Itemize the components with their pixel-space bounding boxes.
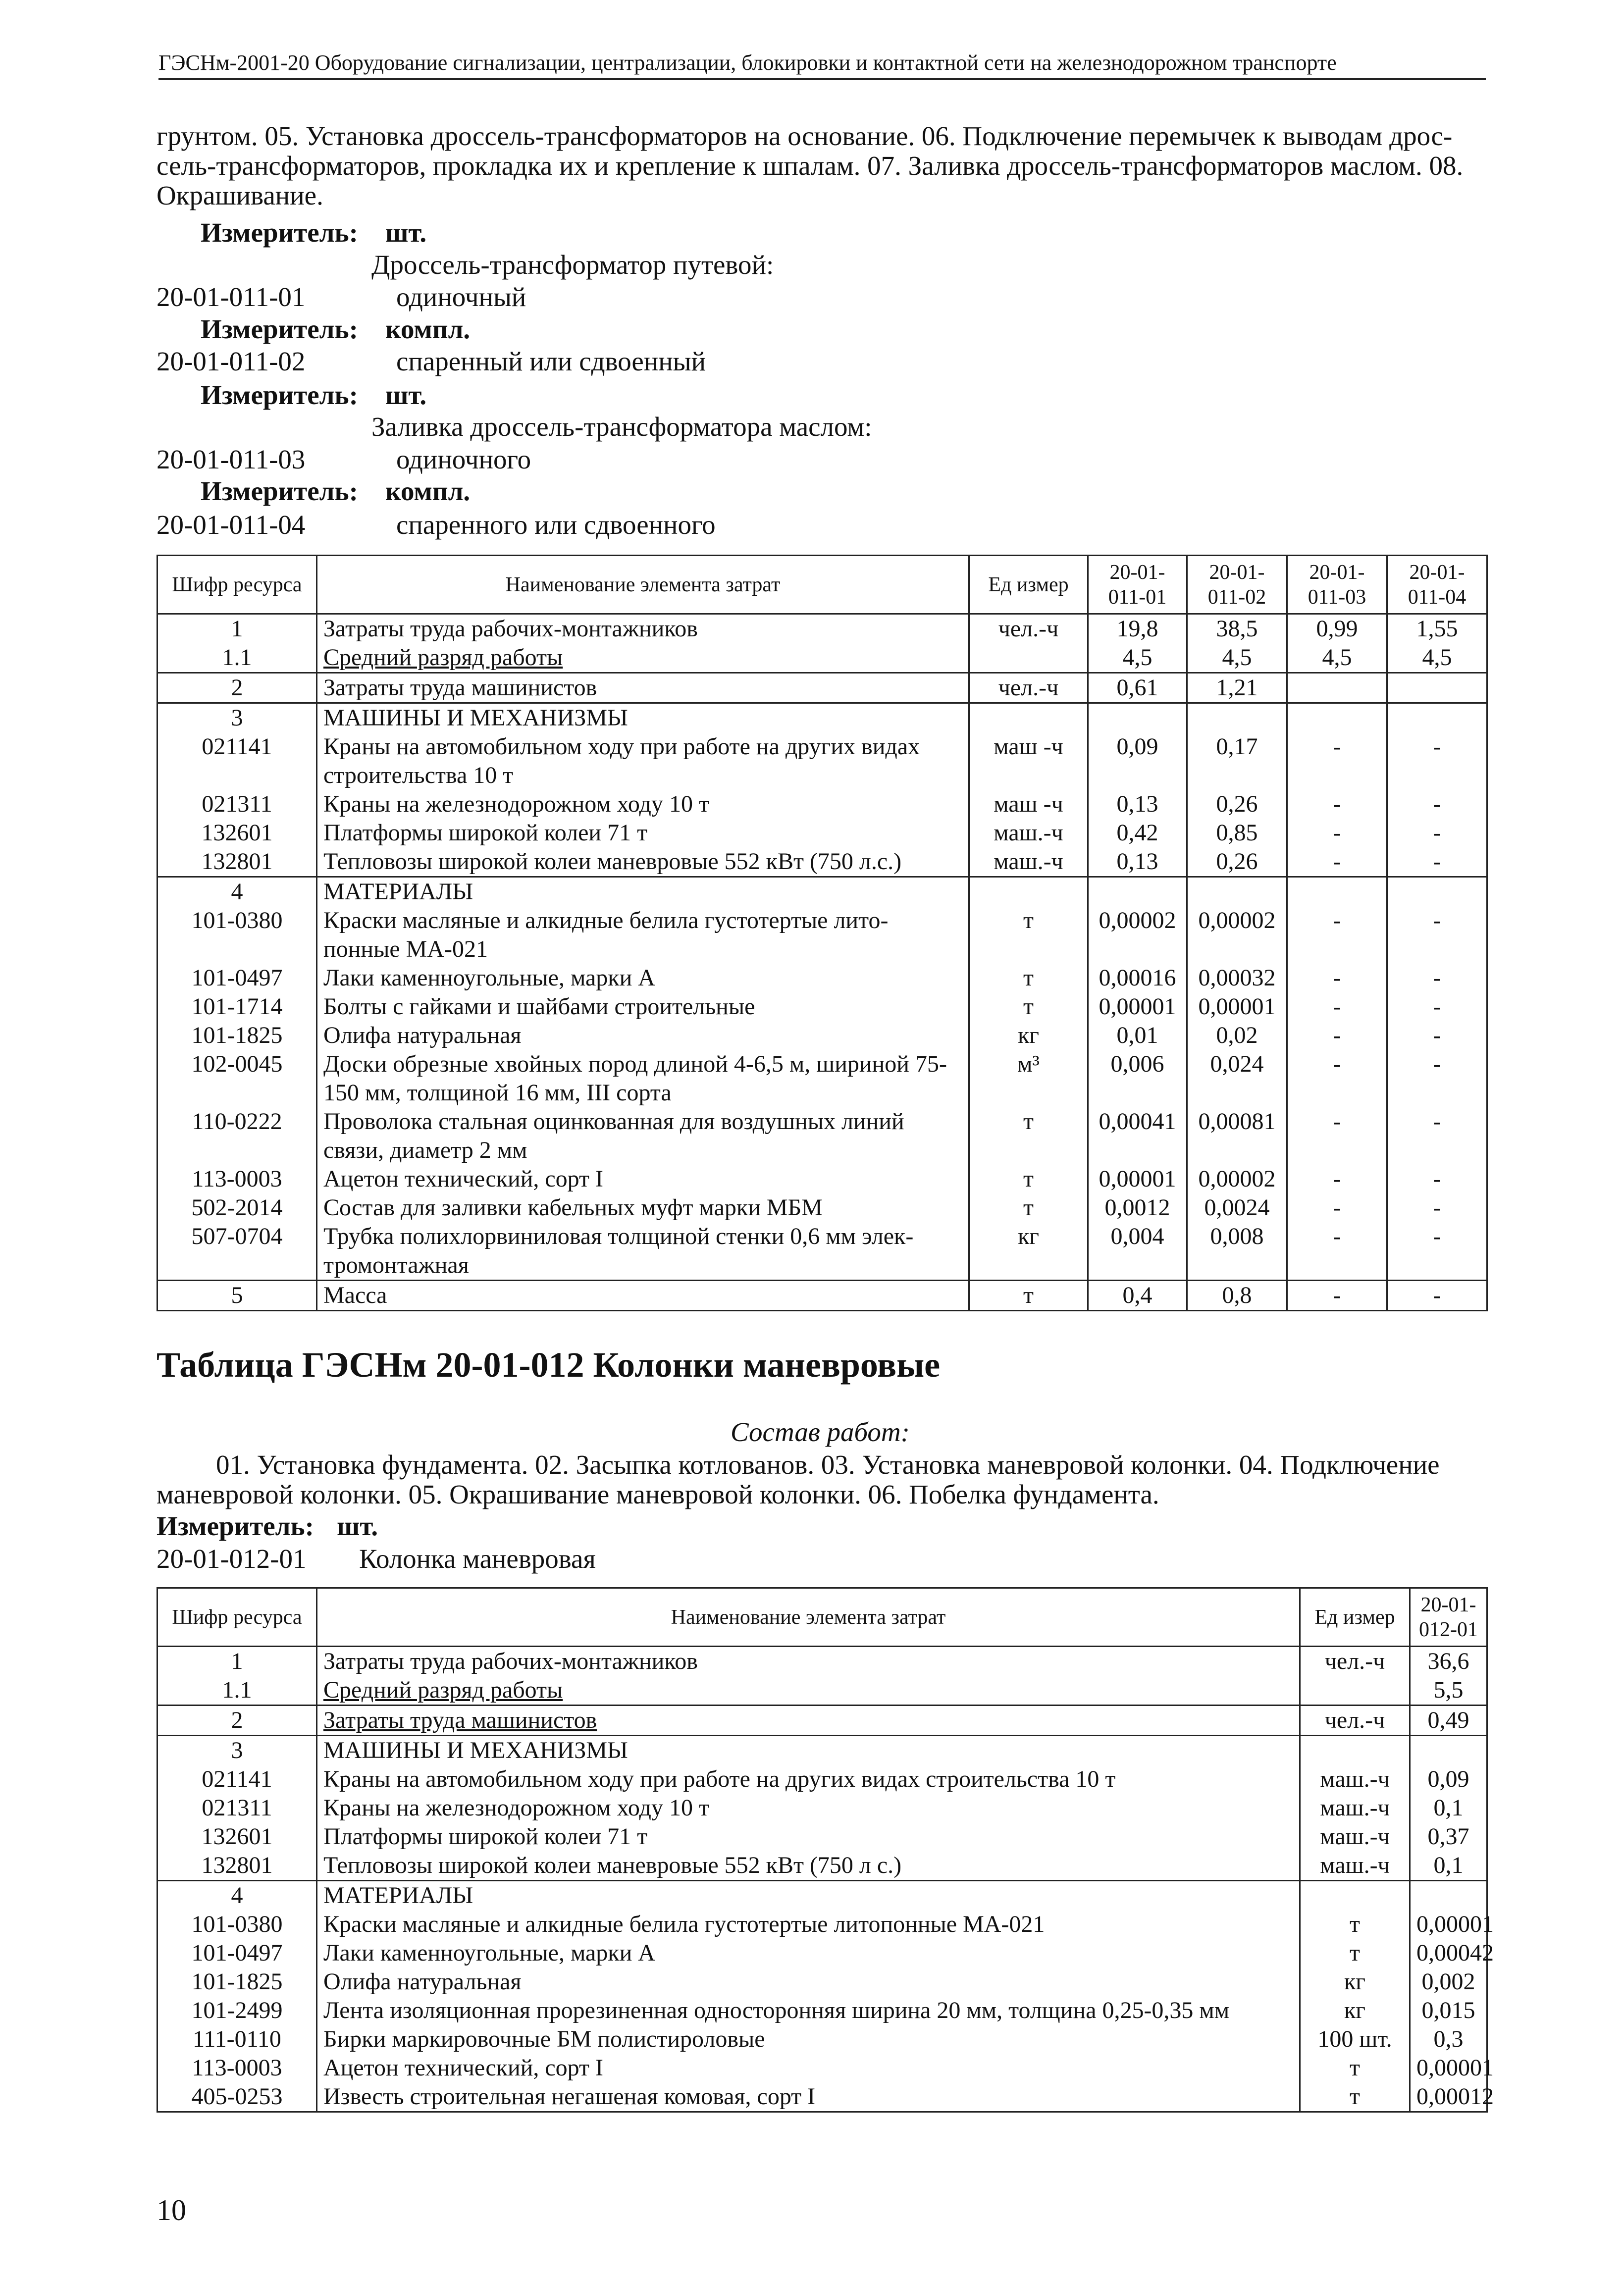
unit <box>969 643 1088 673</box>
norm-value: 0,00016 <box>1088 964 1187 992</box>
norm-value: 0,1 <box>1410 1851 1487 1881</box>
norm-value: - <box>1387 1222 1487 1281</box>
norm-name: Колонка маневровая <box>359 1544 596 1574</box>
meter-label: Измеритель: <box>201 476 358 506</box>
table-row <box>157 2082 1487 2112</box>
norm-value: - <box>1287 732 1387 790</box>
unit: маш.-ч <box>969 847 1088 877</box>
column-header: Шифр ресурса <box>157 556 317 614</box>
norm-name: одиночный <box>396 282 526 312</box>
norm-value: 0,024 <box>1187 1050 1287 1107</box>
cost-element-name: Затраты труда машинистов <box>317 1706 1300 1736</box>
meter-value: шт. <box>385 217 427 248</box>
unit: маш.-ч <box>1300 1822 1410 1851</box>
table-row <box>157 1193 1487 1222</box>
resource-code: 132601 <box>157 1822 317 1851</box>
norm-name: спаренный или сдвоенный <box>396 346 706 376</box>
resource-code: 021141 <box>157 732 317 790</box>
norm-value <box>1410 1881 1487 1911</box>
unit: т <box>1300 1939 1410 1967</box>
table-row <box>157 1822 1487 1851</box>
group-title: Заливка дроссель-трансформатора маслом: <box>371 412 872 442</box>
norm-value: 0,61 <box>1088 673 1187 703</box>
resource-code: 101-0380 <box>157 906 317 964</box>
unit: маш.-ч <box>969 819 1088 847</box>
norm-value: - <box>1287 1222 1387 1281</box>
norm-value: 0,13 <box>1088 790 1187 819</box>
cost-element-name: Олифа натуральная <box>317 1021 969 1050</box>
cost-element-name: Краны на железнодорожном ходу 10 т <box>317 790 969 819</box>
cost-element-name: Средний разряд работы <box>317 643 969 673</box>
norm-value: - <box>1387 819 1487 847</box>
norm-value: - <box>1287 790 1387 819</box>
norm-value: 1,55 <box>1387 614 1487 644</box>
unit: т <box>969 964 1088 992</box>
table-row <box>157 1676 1487 1706</box>
meter-value: компл. <box>385 476 471 506</box>
cost-element-name: Олифа натуральная <box>317 1967 1300 1996</box>
resource-code: 405-0253 <box>157 2082 317 2112</box>
norm-value: 0,015 <box>1410 1996 1487 2025</box>
norm-value: 38,5 <box>1187 614 1287 644</box>
norm-value: 0,00002 <box>1187 906 1287 964</box>
norm-value: 1,21 <box>1187 673 1287 703</box>
table-row <box>157 1851 1487 1881</box>
norm-value: 0,008 <box>1187 1222 1287 1281</box>
norm-value: 0,00001 <box>1410 2054 1487 2082</box>
norm-value: 0,13 <box>1088 847 1187 877</box>
norm-value: - <box>1287 1165 1387 1193</box>
cost-element-name: Лента изоляционная прорезиненная односторонняя ширина 20 мм, толщина 0,25-0,35 мм <box>317 1996 1300 2025</box>
unit: маш -ч <box>969 790 1088 819</box>
table-row <box>157 1910 1487 1939</box>
norm-value: 0,006 <box>1088 1050 1187 1107</box>
cost-element-name: МАТЕРИАЛЫ <box>317 1881 1300 1911</box>
resource-code: 021311 <box>157 1794 317 1822</box>
table-row <box>157 790 1487 819</box>
cost-element-name: Краны на автомобильном ходу при работе на других видах строительства 10 т <box>317 732 969 790</box>
unit <box>969 703 1088 733</box>
norm-code: 20-01-011-03 <box>157 444 306 474</box>
cost-element-name: Тепловозы широкой колеи маневровые 552 кВт (750 л с.) <box>317 1851 1300 1881</box>
norm-value: - <box>1387 1193 1487 1222</box>
resource-code: 021141 <box>157 1765 317 1794</box>
table-row <box>157 1736 1487 1765</box>
norm-value: - <box>1287 1107 1387 1165</box>
norm-value: - <box>1387 790 1487 819</box>
norm-value: 0,99 <box>1287 614 1387 644</box>
table-row <box>157 673 1487 703</box>
unit: т <box>1300 2082 1410 2112</box>
resource-code: 132801 <box>157 1851 317 1881</box>
composition-label: Состав работ: <box>731 1417 910 1447</box>
cost-element-name: Краски масляные и алкидные белила густотертые лито-понные МА-021 <box>317 906 969 964</box>
unit: чел.-ч <box>1300 1706 1410 1736</box>
norm-value: 0,4 <box>1088 1281 1187 1311</box>
norm-value <box>1187 703 1287 733</box>
norm-value: 0,002 <box>1410 1967 1487 1996</box>
norm-name: спаренного или сдвоенного <box>396 510 716 540</box>
running-header: ГЭСНм-2001-20 Оборудование сигнализации, централизации, блокировки и контактной сети на железнодорожном транспорте <box>158 51 1486 80</box>
resource-code: 132801 <box>157 847 317 877</box>
meter-label: Измеритель: <box>201 217 358 248</box>
norm-value: 0,26 <box>1187 790 1287 819</box>
meter-value: шт. <box>385 380 427 410</box>
resource-code: 2 <box>157 673 317 703</box>
norm-value <box>1287 877 1387 907</box>
resource-code: 101-1714 <box>157 992 317 1021</box>
table-row <box>157 877 1487 907</box>
norm-value: 0,00012 <box>1410 2082 1487 2112</box>
intro-line-1: грунтом. 05. Установка дроссель-трансформаторов на основание. 06. Подключение перемычек к выводам дрос- <box>157 121 1453 151</box>
table-row <box>157 819 1487 847</box>
cost-element-name: МАТЕРИАЛЫ <box>317 877 969 907</box>
norm-value: 36,6 <box>1410 1647 1487 1676</box>
norm-value: 0,00002 <box>1088 906 1187 964</box>
cost-element-name: Затраты труда рабочих-монтажников <box>317 1647 1300 1676</box>
cost-element-name: Состав для заливки кабельных муфт марки МБМ <box>317 1193 969 1222</box>
unit: чел.-ч <box>969 614 1088 644</box>
table-row <box>157 1765 1487 1794</box>
resource-code: 101-1825 <box>157 1021 317 1050</box>
norm-value: - <box>1287 819 1387 847</box>
norm-value: 0,8 <box>1187 1281 1287 1311</box>
norm-value: 0,3 <box>1410 2025 1487 2054</box>
cost-element-name: Средний разряд работы <box>317 1676 1300 1706</box>
norm-value: 0,00032 <box>1187 964 1287 992</box>
composition-line-2: маневровой колонки. 05. Окрашивание маневровой колонки. 06. Побелка фундамента. <box>157 1479 1159 1509</box>
norm-value <box>1410 1736 1487 1765</box>
table-row <box>157 1939 1487 1967</box>
cost-element-name: Доски обрезные хвойных пород длиной 4-6,5 м, шириной 75-150 мм, толщиной 16 мм, III сорта <box>317 1050 969 1107</box>
unit: т <box>969 1165 1088 1193</box>
norm-value: - <box>1387 1107 1487 1165</box>
norm-value: 0,37 <box>1410 1822 1487 1851</box>
resource-code: 502-2014 <box>157 1193 317 1222</box>
table-row <box>157 1967 1487 1996</box>
norm-value: 0,00001 <box>1410 1910 1487 1939</box>
norm-value: 4,5 <box>1387 643 1487 673</box>
unit: т <box>969 1107 1088 1165</box>
meter-label: Измеритель: <box>157 1511 314 1541</box>
page-number: 10 <box>157 2194 186 2226</box>
resource-code: 3 <box>157 1736 317 1765</box>
norm-value: 0,09 <box>1088 732 1187 790</box>
column-header: Наименование элемента затрат <box>317 1588 1300 1647</box>
norm-value <box>1088 877 1187 907</box>
norm-value: - <box>1287 992 1387 1021</box>
unit: кг <box>969 1021 1088 1050</box>
norm-name: одиночного <box>396 444 531 474</box>
table-row <box>157 992 1487 1021</box>
norm-value: - <box>1387 1021 1487 1050</box>
norm-value: 19,8 <box>1088 614 1187 644</box>
norm-value: 0,0024 <box>1187 1193 1287 1222</box>
intro-line-2: сель-трансформаторов, прокладка их и крепление к шпалам. 07. Заливка дроссель-трансформаторов маслом. 08. <box>157 151 1464 181</box>
norm-value: 0,004 <box>1088 1222 1187 1281</box>
table-row <box>157 614 1487 644</box>
norm-value <box>1387 673 1487 703</box>
table-row <box>157 2025 1487 2054</box>
norm-code: 20-01-012-01 <box>157 1544 307 1574</box>
meter-label: Измеритель: <box>201 380 358 410</box>
unit: кг <box>1300 1967 1410 1996</box>
resource-code: 113-0003 <box>157 2054 317 2082</box>
table-row <box>157 964 1487 992</box>
norm-value: 0,02 <box>1187 1021 1287 1050</box>
resource-code: 4 <box>157 877 317 907</box>
norm-value: 0,00002 <box>1187 1165 1287 1193</box>
meter-value: шт. <box>337 1511 378 1541</box>
cost-element-name: Бирки маркировочные БМ полистироловые <box>317 2025 1300 2054</box>
norm-value: 4,5 <box>1287 643 1387 673</box>
table-row <box>157 1881 1487 1911</box>
norm-value <box>1088 703 1187 733</box>
resource-code: 3 <box>157 703 317 733</box>
norm-value: - <box>1287 1050 1387 1107</box>
meter-label: Измеритель: <box>201 314 358 344</box>
meter-value: компл. <box>385 314 471 344</box>
cost-element-name: Масса <box>317 1281 969 1311</box>
cost-element-name: Затраты труда рабочих-монтажников <box>317 614 969 644</box>
resource-table-1 <box>157 555 1488 1311</box>
cost-element-name: Болты с гайками и шайбами строительные <box>317 992 969 1021</box>
table-row <box>157 847 1487 877</box>
unit <box>969 877 1088 907</box>
norm-value: 0,00001 <box>1187 992 1287 1021</box>
section-title: Таблица ГЭСНм 20-01-012 Колонки маневровые <box>157 1345 941 1385</box>
resource-code: 101-0380 <box>157 1910 317 1939</box>
norm-value: 0,49 <box>1410 1706 1487 1736</box>
table-row <box>157 1021 1487 1050</box>
resource-code: 2 <box>157 1706 317 1736</box>
unit: т <box>1300 1910 1410 1939</box>
norm-value: 0,85 <box>1187 819 1287 847</box>
cost-element-name: Платформы широкой колеи 71 т <box>317 819 969 847</box>
resource-code: 101-2499 <box>157 1996 317 2025</box>
unit: чел.-ч <box>1300 1647 1410 1676</box>
resource-code: 113-0003 <box>157 1165 317 1193</box>
norm-value <box>1387 703 1487 733</box>
column-header: 20-01-012-01 <box>1410 1588 1487 1647</box>
resource-code: 111-0110 <box>157 2025 317 2054</box>
table-row <box>157 703 1487 733</box>
column-header: Ед измер <box>969 556 1088 614</box>
norm-code: 20-01-011-02 <box>157 346 306 376</box>
unit: кг <box>1300 1996 1410 2025</box>
column-header: 20-01-011-04 <box>1387 556 1487 614</box>
table-row <box>157 2054 1487 2082</box>
cost-element-name: МАШИНЫ И МЕХАНИЗМЫ <box>317 1736 1300 1765</box>
resource-code: 132601 <box>157 819 317 847</box>
norm-value: 0,00041 <box>1088 1107 1187 1165</box>
table-row <box>157 1647 1487 1676</box>
unit: т <box>1300 2054 1410 2082</box>
cost-element-name: Трубка полихлорвиниловая толщиной стенки 0,6 мм элек-тромонтажная <box>317 1222 969 1281</box>
norm-value: 4,5 <box>1088 643 1187 673</box>
norm-value: 0,00001 <box>1088 992 1187 1021</box>
table-header-row <box>157 556 1487 614</box>
table-row <box>157 1794 1487 1822</box>
unit: м³ <box>969 1050 1088 1107</box>
norm-value: 0,17 <box>1187 732 1287 790</box>
table-row <box>157 906 1487 964</box>
norm-value: 0,09 <box>1410 1765 1487 1794</box>
norm-value: - <box>1387 1281 1487 1311</box>
resource-code: 507-0704 <box>157 1222 317 1281</box>
cost-element-name: Лаки каменноугольные, марки А <box>317 1939 1300 1967</box>
norm-value <box>1287 673 1387 703</box>
resource-code: 021311 <box>157 790 317 819</box>
table-row <box>157 1281 1487 1311</box>
unit: маш.-ч <box>1300 1794 1410 1822</box>
column-header: Шифр ресурса <box>157 1588 317 1647</box>
unit: маш.-ч <box>1300 1851 1410 1881</box>
norm-value: 0,0012 <box>1088 1193 1187 1222</box>
cost-element-name: Ацетон технический, сорт I <box>317 2054 1300 2082</box>
norm-value: 0,00001 <box>1088 1165 1187 1193</box>
resource-code: 1.1 <box>157 1676 317 1706</box>
resource-code: 4 <box>157 1881 317 1911</box>
resource-code: 1 <box>157 614 317 644</box>
norm-value: - <box>1287 906 1387 964</box>
norm-value <box>1387 877 1487 907</box>
norm-code: 20-01-011-01 <box>157 282 306 312</box>
column-header: 20-01-011-01 <box>1088 556 1187 614</box>
table-row <box>157 643 1487 673</box>
unit: т <box>969 992 1088 1021</box>
unit: т <box>969 1193 1088 1222</box>
resource-code: 5 <box>157 1281 317 1311</box>
cost-element-name: МАШИНЫ И МЕХАНИЗМЫ <box>317 703 969 733</box>
norm-value: 0,1 <box>1410 1794 1487 1822</box>
column-header: Наименование элемента затрат <box>317 556 969 614</box>
norm-value: - <box>1287 1021 1387 1050</box>
norm-value: - <box>1387 906 1487 964</box>
norm-value: - <box>1387 847 1487 877</box>
resource-code: 1.1 <box>157 643 317 673</box>
norm-value: - <box>1387 964 1487 992</box>
norm-value: - <box>1287 964 1387 992</box>
column-header: Ед измер <box>1300 1588 1410 1647</box>
table-row <box>157 1165 1487 1193</box>
resource-code: 102-0045 <box>157 1050 317 1107</box>
resource-table-2 <box>157 1587 1494 2113</box>
cost-element-name: Краны на автомобильном ходу при работе на других видах строительства 10 т <box>317 1765 1300 1794</box>
resource-code: 1 <box>157 1647 317 1676</box>
norm-value: - <box>1387 1165 1487 1193</box>
table-row <box>157 1107 1487 1165</box>
table-row <box>157 732 1487 790</box>
norm-value: - <box>1387 732 1487 790</box>
norm-value: 5,5 <box>1410 1676 1487 1706</box>
norm-value <box>1287 703 1387 733</box>
norm-value: - <box>1387 992 1487 1021</box>
cost-element-name: Затраты труда машинистов <box>317 673 969 703</box>
norm-value: - <box>1287 1193 1387 1222</box>
table-row <box>157 1050 1487 1107</box>
unit: т <box>969 906 1088 964</box>
norm-value: 0,42 <box>1088 819 1187 847</box>
cost-element-name: Известь строительная негашеная комовая, сорт I <box>317 2082 1300 2112</box>
norm-value: 0,01 <box>1088 1021 1187 1050</box>
unit: маш.-ч <box>1300 1765 1410 1794</box>
unit: маш -ч <box>969 732 1088 790</box>
table-row <box>157 1706 1487 1736</box>
norm-value: - <box>1387 1050 1487 1107</box>
norm-value: 0,00042 <box>1410 1939 1487 1967</box>
table-row <box>157 1996 1487 2025</box>
resource-code: 110-0222 <box>157 1107 317 1165</box>
unit <box>1300 1736 1410 1765</box>
resource-code: 101-0497 <box>157 964 317 992</box>
intro-line-3: Окрашивание. <box>157 180 323 210</box>
unit: т <box>969 1281 1088 1311</box>
unit: чел.-ч <box>969 673 1088 703</box>
cost-element-name: Проволока стальная оцинкованная для воздушных линий связи, диаметр 2 мм <box>317 1107 969 1165</box>
resource-code: 101-1825 <box>157 1967 317 1996</box>
composition-line-1: 01. Установка фундамента. 02. Засыпка котлованов. 03. Установка маневровой колонки. 04. Подключение <box>216 1449 1440 1480</box>
norm-value: - <box>1287 1281 1387 1311</box>
cost-element-name: Краны на железнодорожном ходу 10 т <box>317 1794 1300 1822</box>
cost-element-name: Тепловозы широкой колеи маневровые 552 кВт (750 л.с.) <box>317 847 969 877</box>
unit: 100 шт. <box>1300 2025 1410 2054</box>
group-title: Дроссель-трансформатор путевой: <box>371 250 774 280</box>
column-header: 20-01-011-03 <box>1287 556 1387 614</box>
table-row <box>157 1222 1487 1281</box>
cost-element-name: Лаки каменноугольные, марки А <box>317 964 969 992</box>
norm-value: 4,5 <box>1187 643 1287 673</box>
norm-value: 0,00081 <box>1187 1107 1287 1165</box>
norm-code: 20-01-011-04 <box>157 510 306 540</box>
unit: кг <box>969 1222 1088 1281</box>
resource-code: 101-0497 <box>157 1939 317 1967</box>
norm-value <box>1187 877 1287 907</box>
unit <box>1300 1676 1410 1706</box>
cost-element-name: Ацетон технический, сорт I <box>317 1165 969 1193</box>
table-header-row <box>157 1588 1487 1647</box>
cost-element-name: Краски масляные и алкидные белила густотертые литопонные МА-021 <box>317 1910 1300 1939</box>
norm-value: - <box>1287 847 1387 877</box>
column-header: 20-01-011-02 <box>1187 556 1287 614</box>
norm-value: 0,26 <box>1187 847 1287 877</box>
cost-element-name: Платформы широкой колеи 71 т <box>317 1822 1300 1851</box>
unit <box>1300 1881 1410 1911</box>
